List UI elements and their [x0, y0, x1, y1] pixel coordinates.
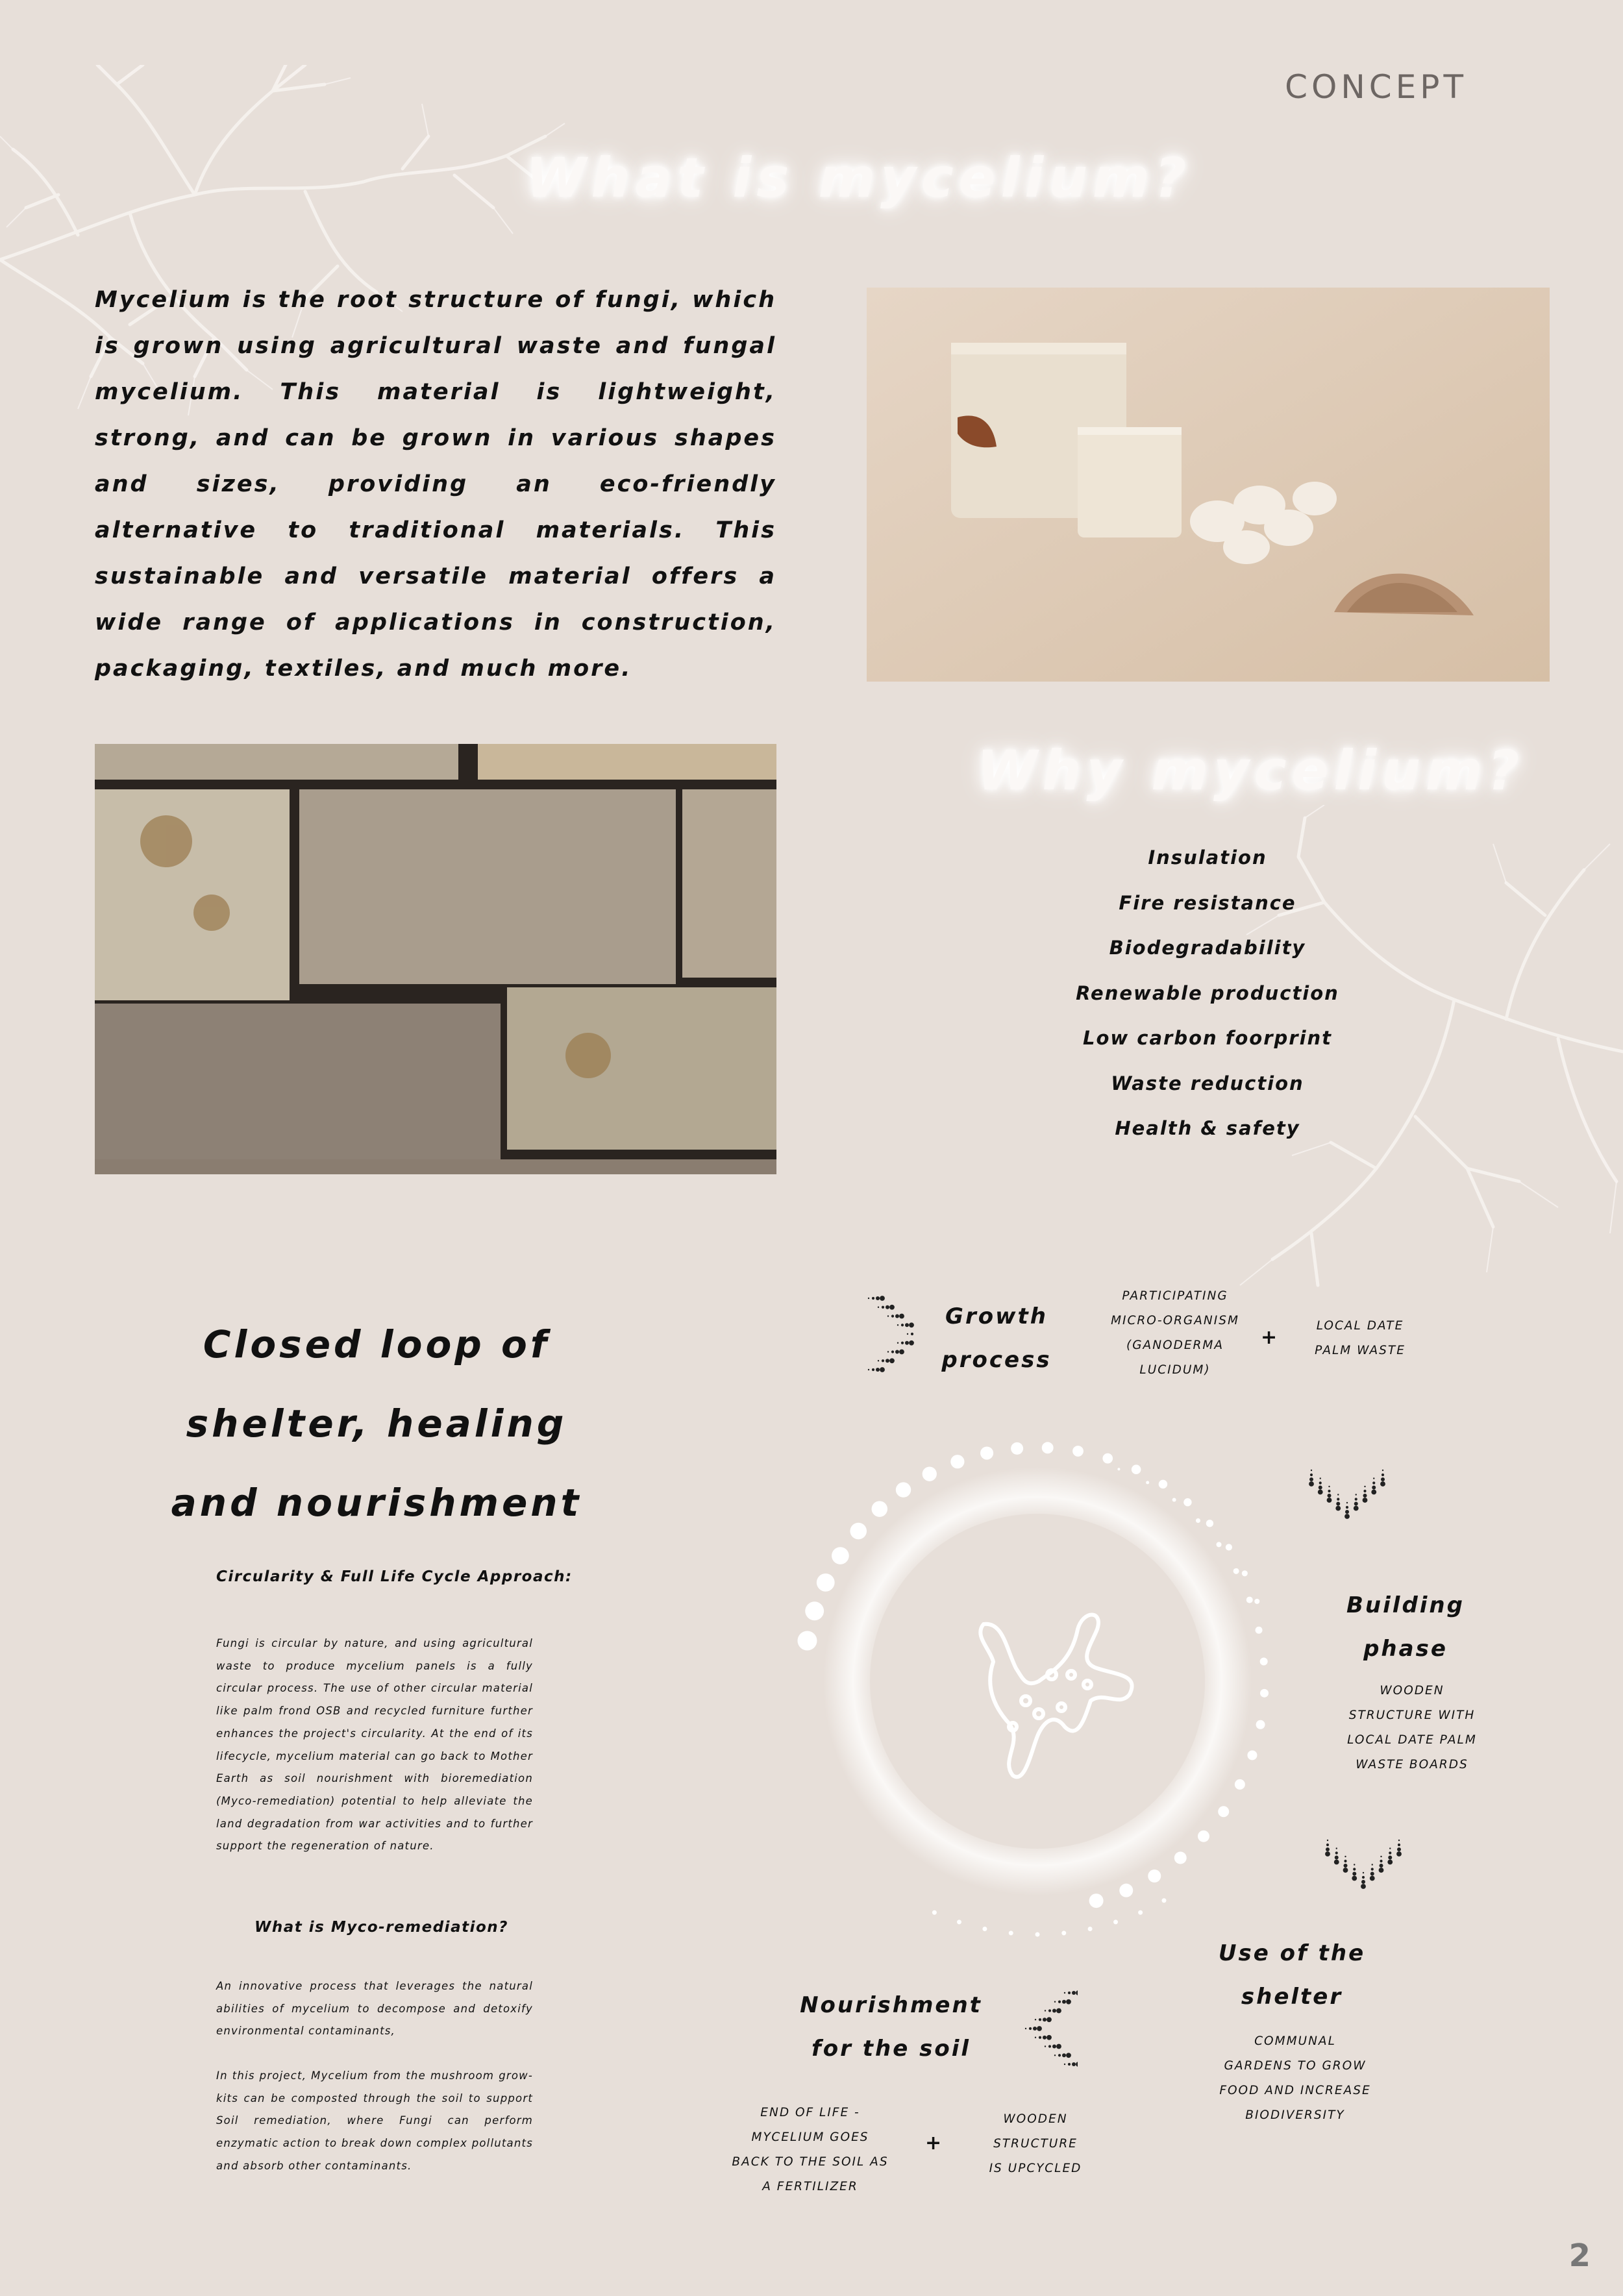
- list-item: Biodegradability: [1109, 937, 1306, 959]
- halftone-chevron-icon: [1321, 1831, 1406, 1902]
- nourishment-left-text: END OF LIFE - MYCELIUM GOES BACK TO THE SOIL AS A FERTILIZER: [732, 2106, 889, 2193]
- mycelium-brick-wall-photo: [95, 744, 776, 1174]
- section-label: CONCEPT: [1285, 68, 1467, 106]
- halftone-chevron-icon: [1013, 1986, 1078, 2071]
- use-of-shelter-title: Use of the shelter: [1218, 1940, 1366, 2010]
- plus-sign: +: [925, 2132, 942, 2154]
- why-mycelium-title: Why mycelium?: [977, 739, 1525, 802]
- halftone-chevron-icon: [856, 1292, 914, 1376]
- growth-process-title: Growth process: [941, 1303, 1052, 1373]
- list-item: Health & safety: [1115, 1117, 1300, 1139]
- myco-remediation-heading: What is Myco-remediation?: [254, 1919, 508, 1936]
- list-item: Waste reduction: [1111, 1072, 1304, 1094]
- growth-waste-text: LOCAL DATE PALM WASTE: [1315, 1319, 1406, 1357]
- nourishment-right-text: WOODEN STRUCTURE IS UPCYCLED: [989, 2112, 1082, 2175]
- what-is-mycelium-title: What is mycelium?: [526, 146, 1192, 210]
- building-phase-text: WOODEN STRUCTURE WITH LOCAL DATE PALM WASTE BOARDS: [1347, 1684, 1477, 1771]
- plus-sign: +: [1261, 1326, 1278, 1349]
- growth-organism-text: PARTICIPATING MICRO-ORGANISM (GANODERMA LUCIDUM): [1111, 1289, 1239, 1377]
- intro-paragraph: Mycelium is the root structure of fungi, which is grown using agricultural waste and fungal mycelium. This material is lightweight, strong, and can be grown in various shapes and sizes, providing an eco-friendly alternative to traditional materials. This sustainable and versatile material offers a wide range of applications in construction, packaging, textiles, and much more.: [95, 287, 776, 682]
- nourishment-title: Nourishment for the soil: [800, 1992, 982, 2062]
- list-item: Renewable production: [1076, 981, 1339, 1004]
- myco-remediation-text-1: An innovative process that leverages the natural abilities of mycelium to decompose and detoxify environmental contaminants,: [216, 1980, 533, 2038]
- cycle-diagram: [766, 1415, 1324, 1947]
- reasons-list: [1039, 841, 1376, 1157]
- mycelium-blocks-photo: [867, 288, 1550, 682]
- use-of-shelter-text: COMMUNAL GARDENS TO GROW FOOD AND INCREASE BIODIVERSITY: [1219, 2034, 1371, 2122]
- list-item: Insulation: [1148, 846, 1267, 869]
- myco-remediation-text-2: In this project, Mycelium from the mushroom grow-kits can be composted through the soil to support Soil remediation, where Fungi can perform enzymatic action to break down complex pollutants and absorb other contaminants.: [216, 2069, 533, 2172]
- circularity-heading: Circularity & Full Life Cycle Approach:: [216, 1568, 573, 1585]
- list-item: Low carbon foorprint: [1082, 1027, 1333, 1049]
- circularity-text: Fungi is circular by nature, and using agricultural waste to produce mycelium panels is a fully circular process. The use of other circular material like palm frond OSB and recycled furniture further enhances the project's circularity. At the end of its lifecycle, mycelium material can go back to Mother Earth as soil nourishment with bioremediation (Myco-remediation) potential to help alleviate the land degradation from war activities and to further support the regeneration of nature.: [216, 1637, 533, 1853]
- building-phase-title: Building phase: [1346, 1592, 1465, 1662]
- halftone-chevron-icon: [1305, 1461, 1389, 1532]
- page-number: 2: [1568, 2238, 1591, 2274]
- closed-loop-title: Closed loop of shelter, healing and nourishment: [171, 1322, 582, 1525]
- list-item: Fire resistance: [1119, 891, 1296, 914]
